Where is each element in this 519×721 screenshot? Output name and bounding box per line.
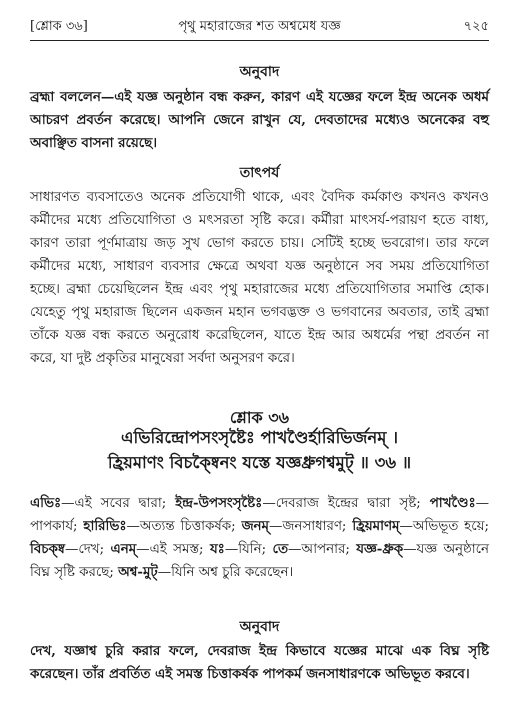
synonym-meaning: —যিনি অশ্ব চুরি করেছেন। bbox=[157, 565, 294, 580]
synonym-word: বিচক্ষ্ব bbox=[30, 541, 65, 557]
synonym-meaning: —যজ্ঞ অনুষ্ঠানে বিঘ্ন সৃষ্টি করছে; bbox=[30, 542, 490, 580]
synonym-meaning: —দেবরাজ ইন্দ্রের দ্বারা সৃষ্ট; bbox=[262, 496, 430, 511]
synonym-meaning: —পাপকার্য; bbox=[30, 496, 489, 534]
page-header bbox=[30, 18, 489, 38]
synonyms-block bbox=[30, 492, 489, 584]
synonym-word: এভিঃ bbox=[30, 495, 62, 511]
synonym-meaning: —দেখ; bbox=[64, 542, 111, 557]
synonym-meaning: —জনসাধারণ; bbox=[268, 519, 353, 534]
header-page-number: ৭২৫ bbox=[463, 19, 489, 34]
purport-text: সাধারণত ব্যবসাতেও অনেক প্রতিযোগী থাকে, এবং বৈদিক কর্মকাণ্ড কখনও কখনও কর্মীদের মধ্যে প্রতিযোগিতা ও মৎসরতা সৃষ্টি করে। কর্মীরা মাৎসর্য-পরায়ণ হতে বাধ্য, কারণ তারা পূর্ণমাত্রায় জড় সুখ ভোগ করতে চায়। সেটিই হচ্ছে ভবরোগ। তার ফলে কর্মীদের মধ্যে, সাধারণ ব্যবসার ক্ষেত্রে অথবা যজ্ঞ অনুষ্ঠানে সব সময় প্রতিযোগিতা হচ্ছে। ব্রহ্মা চেয়েছিলেন ইন্দ্র এবং পৃথু মহারাজের মধ্যে প্রতিযোগিতার সমাপ্তি হোক। যেহেতু পৃথু মহারাজ ছিলেন একজন মহান ভগবদ্ভক্ত ও ভগবানের অবতার, তাই ব্রহ্মা তাঁকে যজ্ঞ বন্ধ করতে অনুরোধ করেছিলেন, যাতে ইন্দ্র আর অধর্মের পন্থা প্রবর্তন না করে, যা দুষ্ট প্রকৃতির মানুষেরা সর্বদা অনুসরণ করে। bbox=[30, 190, 489, 366]
verse-line-2: হ্রিয়মাণং বিচক্ষ্বৈনং যস্তে যজ্ঞধ্রুগশ্বমুট্ ॥ ৩৬ ॥ bbox=[107, 453, 412, 472]
synonym-word: অশ্ব-মুট্ bbox=[118, 564, 158, 580]
synonym-meaning: —অভিভূত হয়ে; bbox=[399, 519, 489, 534]
synonym-word: ইন্দ্র-উপসংসৃষ্টৈঃ bbox=[175, 495, 263, 511]
synonym-meaning: —যিনি; bbox=[224, 542, 273, 557]
synonym-word: যজ্ঞ-ধ্রুক্ bbox=[356, 541, 404, 557]
verse-line-1: এভিরিন্দ্রোপসংসৃষ্টৈঃ পাখণ্ডৈর্হারিভির্জনম্ । bbox=[120, 428, 398, 447]
synonym-meaning: —আপনার; bbox=[288, 542, 357, 557]
synonym-word: যঃ bbox=[209, 541, 225, 557]
synonym-word: পাখণ্ডৈঃ bbox=[429, 495, 476, 511]
synonym-word: এনম্ bbox=[110, 541, 137, 557]
synonym-word: হ্রিয়মাণম্ bbox=[352, 518, 400, 534]
translation-heading-2: অনুবাদ bbox=[239, 619, 280, 635]
translation-text-1: ব্রহ্মা বললেন—এই যজ্ঞ অনুষ্ঠান বন্ধ করুন, কারণ এই যজ্ঞের ফলে ইন্দ্র অনেক অধর্ম আচরণ প্রবর্তন করেছে। আপনি জেনে রাখুন যে, দেবতাদের মধ্যেও অনেকের বহু অবাঞ্ছিত বাসনা রয়েছে। bbox=[30, 89, 489, 151]
synonym-meaning: —এই সমস্ত; bbox=[136, 542, 210, 557]
translation-text-2: দেখ, যজ্ঞাশ্ব চুরি করার ফলে, দেবরাজ ইন্দ্র কিভাবে যজ্ঞের মাঝে এক বিঘ্ন সৃষ্টি করেছেন। তাঁর প্রবর্তিত এই সমস্ত চিত্তাকর্ষক পাপকর্ম জনসাধারণকে অভিভূত করবে। bbox=[30, 643, 489, 682]
synonym-word: তে bbox=[272, 541, 288, 557]
synonym-meaning: —অত্যন্ত চিত্তাকর্ষক; bbox=[126, 519, 242, 534]
header-verse-ref: [শ্লোক ৩৬] bbox=[30, 19, 88, 34]
synonym-word: হারিভিঃ bbox=[83, 518, 127, 534]
header-chapter-title: পৃথু মহারাজের শত অশ্বমেধ যজ্ঞ bbox=[178, 19, 341, 34]
synonym-meaning: —এই সবের দ্বারা; bbox=[61, 496, 176, 511]
synonym-word: জনম্ bbox=[241, 518, 269, 534]
translation-heading-1: অনুবাদ bbox=[239, 64, 280, 80]
verse-title: শ্লোক ৩৬ bbox=[229, 408, 290, 427]
header-rule bbox=[30, 40, 489, 41]
purport-heading: তাৎপর্য bbox=[239, 165, 280, 181]
